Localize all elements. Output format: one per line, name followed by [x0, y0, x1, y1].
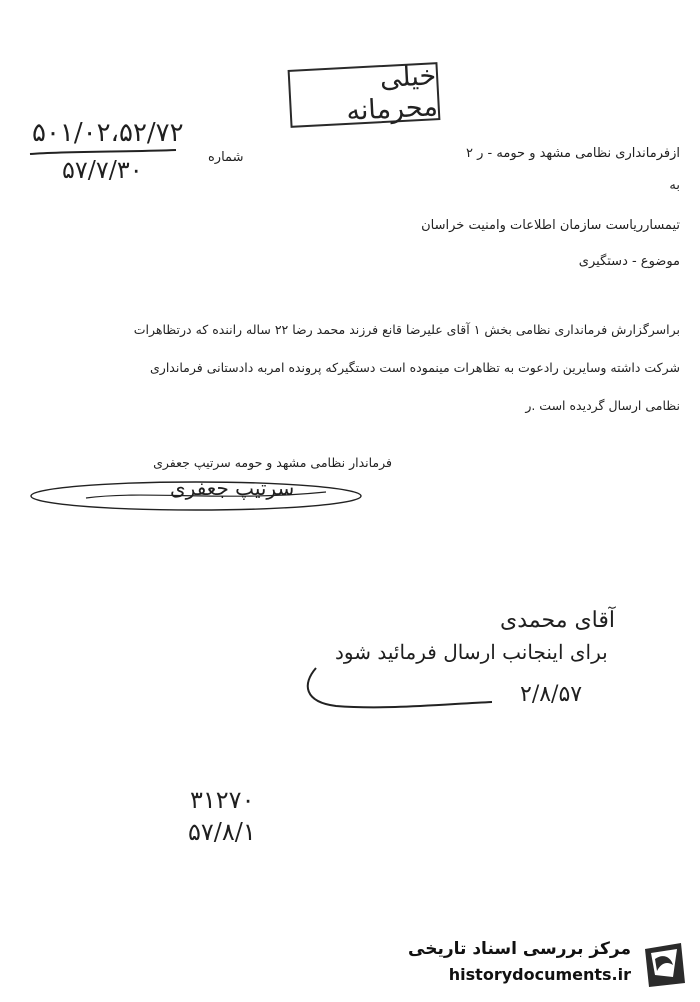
archive-number: ۳۱۲۷۰ [190, 786, 255, 814]
letter-from: ازفرماندارى نظامى مشهد و حومه - ر ۲ [466, 146, 680, 161]
archive-date: ۵۷/۸/۱ [188, 818, 256, 846]
letter-body-line: شرکت داشته وسایرین رادعوت به تظاهرات مینموده است دستگیرکه پرونده امربه دادستانى فرمانداری [150, 360, 680, 375]
margin-note-text: برای اینجانب ارسال فرمائید شود [335, 640, 608, 664]
classification-stamp [288, 62, 441, 128]
margin-note-stroke [296, 664, 496, 714]
handwritten-signature: سرتیپ جعفرى [170, 476, 295, 500]
signature-title: فرماندار نظامى مشهد و حومه سرتیپ جعفرى [153, 455, 392, 470]
letter-body-line: براسرگزارش فرماندارى نظامى بخش ۱ آقاى علیرضا قانع فرزند محمد رضا ۲۲ ساله راننده که درتظاهرات [133, 322, 680, 337]
footer-branding [410, 935, 695, 995]
brand-logo-icon [637, 939, 689, 991]
margin-note-name: آقای محمدی [500, 608, 616, 633]
reference-number: ۵۰۱/۰۲،۵۲/۷۲ [32, 118, 184, 148]
number-label: شماره [208, 150, 244, 165]
stamp-text: خیلی محرمانه [345, 60, 439, 127]
letter-to-label: به [669, 178, 680, 193]
letter-recipient: تیمسارریاست سازمان اطلاعات وامنیت خراسان [421, 218, 680, 233]
letter-body-line: نظامى ارسال گردیده است .ر [525, 398, 680, 413]
margin-note-date: ۲/۸/۵۷ [520, 682, 583, 707]
brand-text-fa: مرکز بررسی اسناد تاریخی [408, 939, 631, 959]
brand-url: historydocuments.ir [448, 965, 631, 984]
reference-date: ۵۷/۷/۳۰ [62, 156, 143, 184]
letter-subject: موضوع - دستگیرى [578, 254, 680, 269]
